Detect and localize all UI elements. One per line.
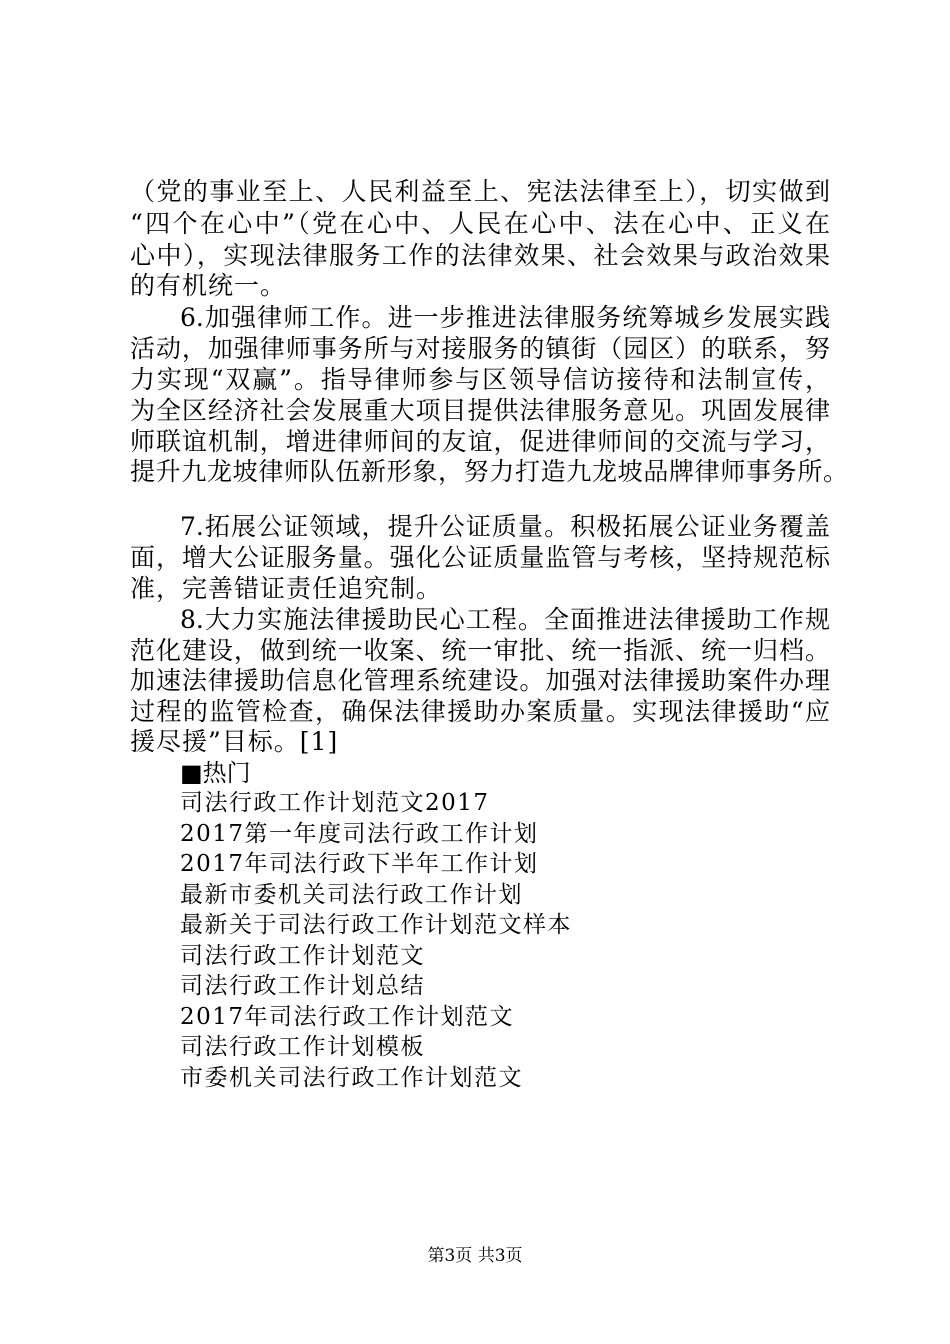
paragraph-line: 加速法律援助信息化管理系统建设。加强对法律援助案件办理 (130, 666, 830, 695)
hot-link[interactable]: 司法行政工作计划范文2017 (180, 790, 490, 816)
paragraph-line: 7.拓展公证领域，提升公证质量。积极拓展公证业务覆盖 (180, 512, 830, 541)
paragraph-line: （党的事业至上、人民利益至上、宪法法律至上），切实做到 (130, 177, 830, 206)
hot-link[interactable]: 司法行政工作计划模板 (180, 1034, 425, 1060)
paragraph-line: 援尽援”目标。[1] (130, 727, 339, 756)
hot-link[interactable]: 司法行政工作计划总结 (180, 973, 425, 999)
hot-links-heading: ■热门 (180, 759, 251, 787)
paragraph-line: 8.大力实施法律援助民心工程。全面推进法律援助工作规 (180, 605, 830, 634)
page-number-footer: 第3页 共3页 (427, 1246, 523, 1266)
hot-link[interactable]: 2017年司法行政下半年工作计划 (180, 851, 539, 877)
hot-link[interactable]: 最新关于司法行政工作计划范文样本 (180, 912, 572, 938)
paragraph-line: “四个在心中”（党在心中、人民在心中、法在心中、正义在 (130, 209, 830, 238)
paragraph-line: 范化建设，做到统一收案、统一审批、统一指派、统一归档。 (130, 636, 830, 665)
paragraph-line: 过程的监管检查，确保法律援助办案质量。实现法律援助“应 (130, 697, 830, 726)
hot-link[interactable]: 最新市委机关司法行政工作计划 (180, 881, 523, 908)
paragraph-line: 准，完善错证责任追究制。 (130, 574, 443, 603)
paragraph-line: 师联谊机制，增进律师间的友谊，促进律师间的交流与学习， (130, 427, 830, 456)
hot-link[interactable]: 2017第一年度司法行政工作计划 (180, 820, 539, 847)
paragraph-line: 为全区经济社会发展重大项目提供法律服务意见。巩固发展律 (130, 396, 830, 425)
paragraph-line: 力实现“双赢”。指导律师参与区领导信访接待和法制宣传， (130, 365, 830, 394)
paragraph-line: 面，增大公证服务量。强化公证质量监管与考核，坚持规范标 (130, 543, 830, 572)
hot-link[interactable]: 司法行政工作计划范文 (180, 942, 425, 969)
hot-link[interactable]: 2017年司法行政工作计划范文 (180, 1003, 515, 1030)
paragraph-line: 提升九龙坡律师队伍新形象，努力打造九龙坡品牌律师事务所。 (130, 457, 848, 486)
paragraph-line: 6.加强律师工作。进一步推进法律服务统筹城乡发展实践 (180, 303, 830, 332)
paragraph-line: 的有机统一。 (130, 271, 287, 300)
hot-link[interactable]: 市委机关司法行政工作计划范文 (180, 1064, 523, 1091)
hot-links-list (180, 788, 572, 1093)
paragraph-line: 心中），实现法律服务工作的法律效果、社会效果与政治效果 (130, 241, 830, 270)
paragraph-line: 活动，加强律师事务所与对接服务的镇街（园区）的联系，努 (130, 334, 830, 363)
